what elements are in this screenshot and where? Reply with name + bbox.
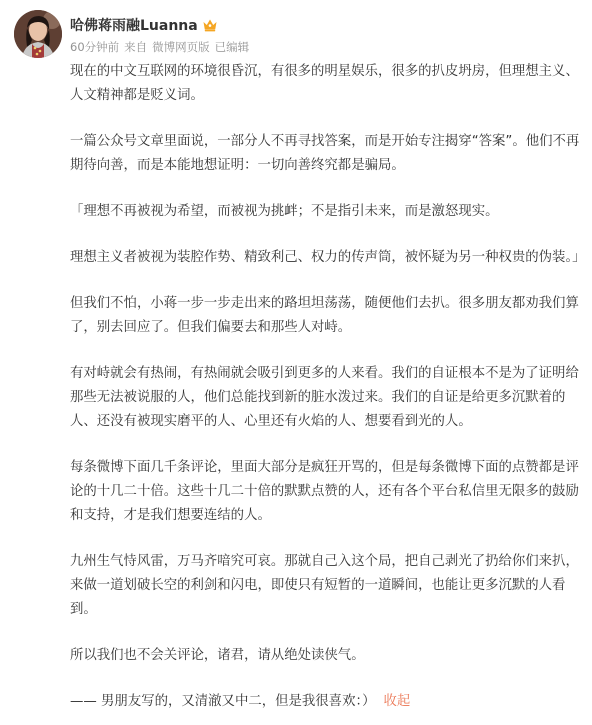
author-line	[70, 15, 218, 35]
post-time[interactable]: 60分钟前	[70, 40, 120, 54]
post-content	[70, 60, 586, 714]
avatar[interactable]	[14, 10, 62, 58]
source-prefix: 来自	[124, 40, 148, 54]
edited-label[interactable]: 已编辑	[214, 40, 250, 54]
vip-crown-icon[interactable]	[202, 18, 218, 32]
post-paragraph-10: —— 男朋友写的，又清澈又中二，但是我很喜欢：）	[70, 694, 376, 709]
post-header	[14, 10, 578, 62]
post-paragraph-9: 所以我们也不会关评论，诸君，请从绝处读侠气。	[70, 648, 365, 663]
author-name[interactable]: 哈佛蒋雨融Luanna	[70, 18, 198, 34]
post-meta	[70, 39, 254, 55]
post-paragraph-8: 九州生气恃风雷，万马齐喑究可哀。那就自己入这个局，把自己剥光了扔给你们来扒，来做一道划破长空的利剑和闪电，即使只有短暂的一道瞬间，也能让更多沉默的人看到。	[70, 554, 579, 617]
post-paragraph-4: 理想主义者被视为装腔作势、精致利己、权力的传声筒，被怀疑为另一种权贵的伪装。」	[70, 250, 586, 265]
post-paragraph-6: 有对峙就会有热闹，有热闹就会吸引到更多的人来看。我们的自证根本不是为了证明给那些无法被说服的人，他们总能找到新的脏水泼过来。我们的自证是给更多沉默着的人、还没有被现实磨平的人、心里还有火焰的人、想要看到光的人。	[70, 366, 579, 429]
collapse-button[interactable]: 收起	[383, 694, 411, 709]
post-paragraph-5: 但我们不怕，小蒋一步一步走出来的路坦坦荡荡，随便他们去扒。很多朋友都劝我们算了，别去回应了。但我们偏要去和那些人对峙。	[70, 296, 579, 335]
post-paragraph-2: 一篇公众号文章里面说，一部分人不再寻找答案，而是开始专注揭穿“答案”。他们不再期待向善，而是本能地想证明：一切向善终究都是骗局。	[70, 134, 580, 173]
avatar-image	[14, 10, 62, 58]
post-signature-line	[70, 690, 582, 714]
post-paragraph-1: 现在的中文互联网的环境很昏沉，有很多的明星娱乐，很多的扒皮坍房，但理想主义、人文精神都是贬义词。	[70, 64, 579, 103]
post-paragraph-3: 「理想不再被视为希望，而被视为挑衅；不是指引未来，而是激怒现实。	[70, 204, 499, 219]
post-paragraph-7: 每条微博下面几千条评论，里面大部分是疯狂开骂的，但是每条微博下面的点赞都是评论的十几二十倍。这些十几二十倍的默默点赞的人，还有各个平台私信里无限多的鼓励和支持，才是我们想要连结的人。	[70, 460, 579, 523]
post-source[interactable]: 微博网页版	[152, 40, 210, 54]
